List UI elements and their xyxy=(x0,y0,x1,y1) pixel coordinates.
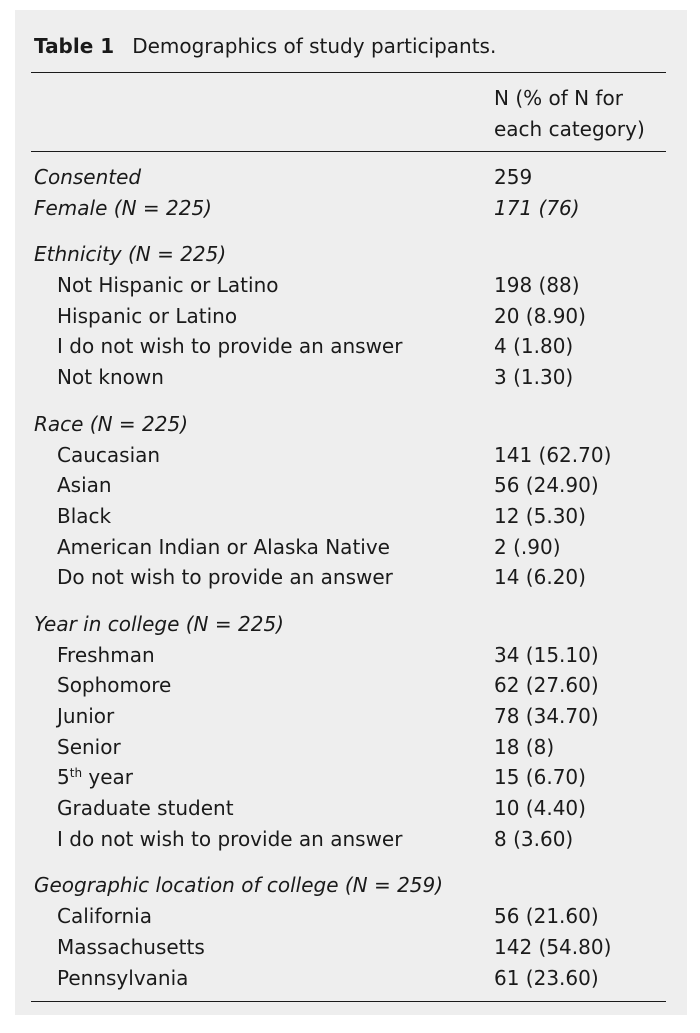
row-label-rest: year xyxy=(82,765,134,790)
table-row xyxy=(0,193,700,224)
row-value: 198 (88) xyxy=(494,273,580,298)
table-row xyxy=(0,440,700,471)
section-label: Race (N = 225) xyxy=(34,411,189,436)
row-label: California xyxy=(57,904,152,929)
table-row xyxy=(0,640,700,671)
table-label: Table 1 xyxy=(34,34,115,58)
bottom-rule xyxy=(31,1001,666,1002)
column-header-line-2: each category) xyxy=(494,117,645,141)
column-header xyxy=(494,83,645,145)
row-value: 142 (54.80) xyxy=(494,934,612,959)
row-label: Do not wish to provide an answer xyxy=(57,565,393,590)
row-label: Consented xyxy=(34,165,142,189)
table-row xyxy=(0,932,700,963)
table-row xyxy=(0,331,700,362)
row-label: Graduate student xyxy=(57,796,234,821)
row-value: 20 (8.90) xyxy=(494,303,586,328)
row-label: Hispanic or Latino xyxy=(57,303,238,328)
row-value: 8 (3.60) xyxy=(494,826,574,851)
table-caption xyxy=(34,34,496,58)
table-title: Demographics of study participants. xyxy=(132,34,497,58)
table-row xyxy=(0,501,700,532)
row-value: 18 (8) xyxy=(494,734,555,759)
row-label-superscript: th xyxy=(69,766,83,781)
section-label: Ethnicity (N = 225) xyxy=(34,242,227,267)
row-label: Not Hispanic or Latino xyxy=(57,273,279,298)
row-value: 141 (62.70) xyxy=(494,442,612,467)
section-heading-ethnicity xyxy=(0,239,700,270)
row-label: I do not wish to provide an answer xyxy=(57,826,403,851)
table-row xyxy=(0,562,700,593)
row-label-number: 5 xyxy=(57,765,70,790)
row-value: 14 (6.20) xyxy=(494,565,586,590)
row-label: Freshman xyxy=(57,642,155,667)
table-row xyxy=(0,701,700,732)
row-value: 62 (27.60) xyxy=(494,673,599,698)
row-value: 3 (1.30) xyxy=(494,365,574,390)
row-value: 78 (34.70) xyxy=(494,704,599,728)
section-heading-race xyxy=(0,409,700,440)
row-value: 34 (15.10) xyxy=(494,642,599,667)
table-row xyxy=(0,301,700,332)
table-row xyxy=(0,362,700,393)
row-label: Black xyxy=(57,503,112,528)
row-value: 56 (21.60) xyxy=(494,904,599,929)
table-row xyxy=(0,762,700,793)
table-row xyxy=(0,470,700,501)
column-header-line-1: N (% of N for xyxy=(494,86,623,110)
table-row xyxy=(0,532,700,563)
row-value: 2 (.90) xyxy=(494,534,561,559)
table-row xyxy=(0,901,700,932)
row-label: Junior xyxy=(57,704,115,728)
row-label xyxy=(57,762,133,793)
row-value: 259 xyxy=(494,165,533,189)
row-value: 10 (4.40) xyxy=(494,796,586,821)
row-value: 12 (5.30) xyxy=(494,503,586,528)
row-value: 56 (24.90) xyxy=(494,473,599,498)
row-label: Not known xyxy=(57,365,164,390)
row-label: Female (N = 225) xyxy=(34,195,212,220)
section-label: Year in college (N = 225) xyxy=(34,611,284,636)
table-row xyxy=(0,732,700,763)
row-label: Caucasian xyxy=(57,442,161,467)
row-value: 171 (76) xyxy=(494,195,580,220)
row-label: Sophomore xyxy=(57,673,172,698)
header-rule xyxy=(31,151,666,152)
table-body xyxy=(0,162,700,993)
row-label: Pennsylvania xyxy=(57,965,189,990)
section-heading-geo xyxy=(0,870,700,901)
table-row xyxy=(0,670,700,701)
row-label: American Indian or Alaska Native xyxy=(57,534,390,559)
table-row xyxy=(0,270,700,301)
row-value: 61 (23.60) xyxy=(494,965,599,990)
table-row xyxy=(0,824,700,855)
row-label: Asian xyxy=(57,473,112,498)
row-value: 4 (1.80) xyxy=(494,334,574,359)
table-row xyxy=(0,793,700,824)
top-rule xyxy=(31,72,666,73)
table-row xyxy=(0,963,700,994)
row-label: Massachusetts xyxy=(57,934,205,959)
section-label: Geographic location of college (N = 259) xyxy=(34,873,444,898)
row-label: I do not wish to provide an answer xyxy=(57,334,403,359)
row-label: Senior xyxy=(57,734,121,759)
section-heading-year xyxy=(0,609,700,640)
table-row xyxy=(0,162,700,193)
row-value: 15 (6.70) xyxy=(494,765,586,790)
